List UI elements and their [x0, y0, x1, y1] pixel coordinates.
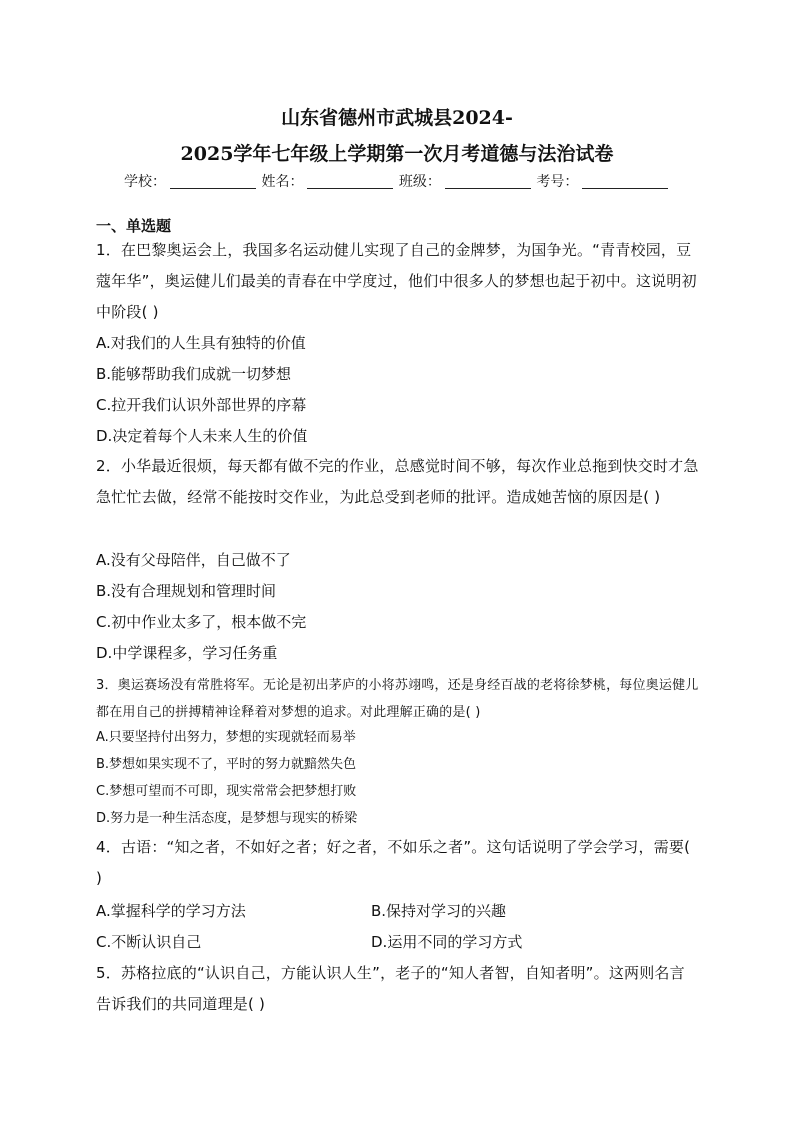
question-2-option-c: C.初中作业太多了，根本做不完 [96, 613, 307, 631]
question-4-text: 4．古语：“知之者，不如好之者；好之者，不如乐之者”。这句话说明了学会学习，需要( ) [96, 838, 691, 887]
class-blank[interactable] [445, 174, 531, 189]
question-1-option-b: B.能够帮助我们成就一切梦想 [96, 365, 292, 383]
school-blank[interactable] [170, 174, 256, 189]
question-1-option-d: D.决定着每个人未来人生的价值 [96, 427, 308, 445]
exam-number-label: 考号： [536, 174, 579, 190]
question-1-text: 1．在巴黎奥运会上，我国多名运动健儿实现了自己的金牌梦，为国争光。“青青校园，豆蔻年华”，奥运健儿们最美的青春在中学度过，他们中很多人的梦想也起于初中。这说明初中阶段( ) [96, 241, 697, 321]
question-1-option-a: A.对我们的人生具有独特的价值 [96, 334, 306, 352]
question-3-text: 3．奥运赛场没有常胜将军。无论是初出茅庐的小将苏翊鸣，还是身经百战的老将徐梦桃，每位奥运健儿都在用自己的拼搏精神诠释着对梦想的追求。对此理解正确的是( ) [96, 678, 699, 720]
question-3-option-c: C.梦想可望而不可即，现实常常会把梦想打败 [96, 784, 357, 799]
question-4-option-d: D.运用不同的学习方式 [371, 933, 523, 951]
name-label: 姓名： [261, 174, 304, 190]
exam-title-line2: 2025学年七年级上学期第一次月考道德与法治试卷 [180, 143, 614, 165]
student-info-row [124, 171, 669, 191]
question-3-option-a: A.只要坚持付出努力，梦想的实现就轻而易举 [96, 730, 356, 745]
question-4-option-a: A.掌握科学的学习方法 [96, 902, 246, 920]
question-3-option-d: D.努力是一种生活态度，是梦想与现实的桥梁 [96, 811, 358, 826]
exam-number-blank[interactable] [582, 174, 668, 189]
section-heading: 一、单选题 [96, 217, 172, 235]
question-1-option-c: C.拉开我们认识外部世界的序幕 [96, 396, 307, 414]
class-label: 班级： [398, 174, 441, 190]
question-4-option-c: C.不断认识自己 [96, 933, 202, 951]
question-3-option-b: B.梦想如果实现不了，平时的努力就黯然失色 [96, 757, 357, 772]
question-4-option-b: B.保持对学习的兴趣 [371, 902, 507, 920]
name-blank[interactable] [307, 174, 393, 189]
question-2-option-d: D.中学课程多，学习任务重 [96, 644, 278, 662]
question-2-text: 2．小华最近很烦，每天都有做不完的作业，总感觉时间不够，每次作业总拖到快交时才急急忙忙去做，经常不能按时交作业，为此总受到老师的批评。造成她苦恼的原因是( ) [96, 457, 699, 506]
question-5-text: 5．苏格拉底的“认识自己，方能认识人生”，老子的“知人者智，自知者明”。这两则名言告诉我们的共同道理是( ) [96, 964, 685, 1013]
school-label: 学校： [124, 174, 166, 190]
exam-title-line1: 山东省德州市武城县2024- [281, 107, 513, 129]
question-2-option-a: A.没有父母陪伴，自己做不了 [96, 551, 291, 569]
question-2-option-b: B.没有合理规划和管理时间 [96, 582, 277, 600]
